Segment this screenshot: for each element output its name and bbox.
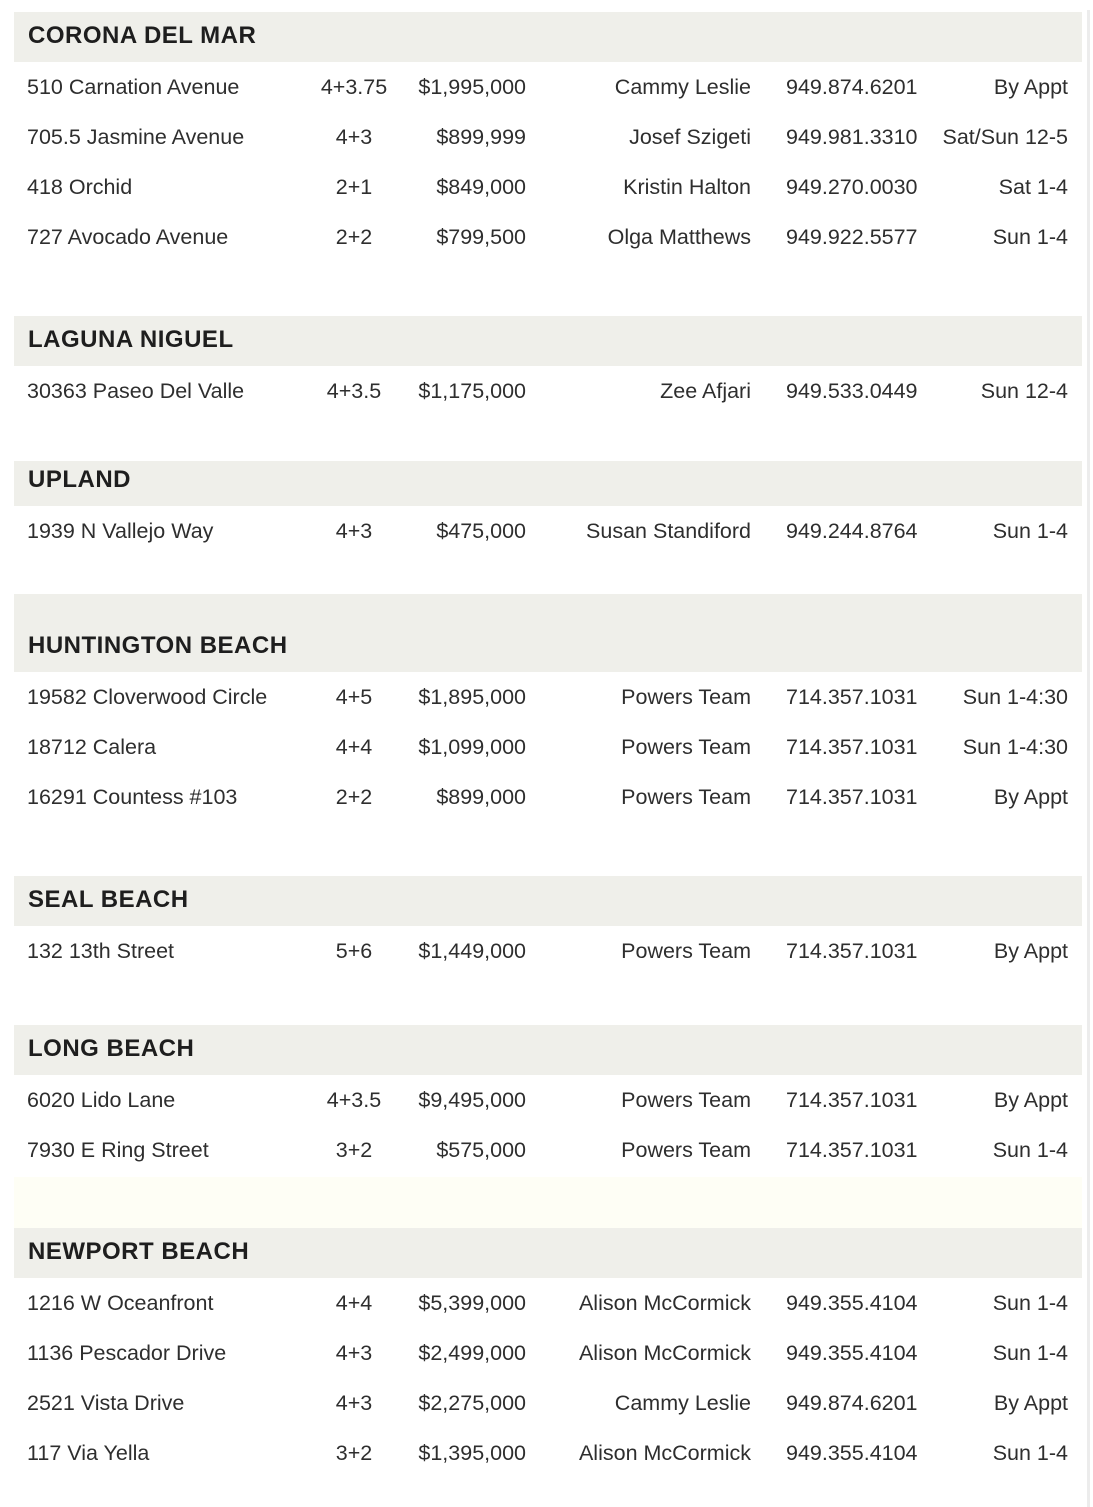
listing-hours: Sun 1-4 — [992, 1138, 1068, 1162]
listing-price: $1,995,000 — [418, 75, 526, 99]
listing-price: $1,395,000 — [418, 1441, 526, 1465]
listing-hours: Sun 1-4 — [992, 519, 1068, 543]
listing-price: $1,175,000 — [418, 379, 526, 403]
listing-beds-baths: 4+3.75 — [320, 75, 388, 99]
listing-address: 6020 Lido Lane — [27, 1088, 176, 1112]
listing-phone: 949.874.6201 — [786, 75, 918, 99]
city-heading: UPLAND — [28, 466, 131, 493]
listing-beds-baths: 5+6 — [335, 939, 373, 963]
listing-beds-baths: 3+2 — [335, 1441, 373, 1465]
section-spacer — [14, 1177, 1082, 1228]
listing-beds-baths: 4+3.5 — [326, 379, 382, 403]
listing-address: 132 13th Street — [27, 939, 175, 963]
listing-beds-baths: 3+2 — [335, 1138, 373, 1162]
listing-address: 7930 E Ring Street — [27, 1138, 209, 1162]
listing-row — [14, 162, 1082, 212]
listing-row — [14, 62, 1082, 112]
listing-beds-baths: 2+2 — [335, 785, 373, 809]
listing-row — [14, 722, 1082, 772]
listing-address: 2521 Vista Drive — [27, 1391, 185, 1415]
section-header-upland — [14, 461, 1082, 506]
listing-address: 705.5 Jasmine Avenue — [27, 125, 245, 149]
listing-hours: By Appt — [993, 75, 1068, 99]
listing-beds-baths: 4+3 — [335, 125, 373, 149]
listing-price: $9,495,000 — [418, 1088, 526, 1112]
listing-phone: 714.357.1031 — [786, 1138, 918, 1162]
listing-price: $799,500 — [436, 225, 526, 249]
city-heading: SEAL BEACH — [28, 886, 189, 913]
listing-beds-baths: 4+4 — [335, 1291, 373, 1315]
listing-hours: Sun 1-4 — [992, 1441, 1068, 1465]
listing-agent: Powers Team — [621, 1138, 751, 1162]
listing-row — [14, 212, 1082, 262]
listing-hours: Sun 1-4:30 — [962, 685, 1068, 709]
listing-phone: 949.533.0449 — [786, 379, 918, 403]
listing-price: $899,999 — [436, 125, 526, 149]
city-heading: LAGUNA NIGUEL — [28, 326, 234, 353]
listing-beds-baths: 4+3 — [335, 1341, 373, 1365]
listing-beds-baths: 2+1 — [335, 175, 373, 199]
listing-row — [14, 926, 1082, 976]
listing-hours: Sun 1-4 — [992, 225, 1068, 249]
listing-beds-baths: 4+3 — [335, 1391, 373, 1415]
listing-row — [14, 772, 1082, 822]
listing-hours: By Appt — [993, 1088, 1068, 1112]
listing-phone: 949.922.5577 — [786, 225, 918, 249]
listing-phone: 714.357.1031 — [786, 1088, 918, 1112]
listing-row — [14, 672, 1082, 722]
listing-price: $1,895,000 — [418, 685, 526, 709]
listing-address: 18712 Calera — [27, 735, 157, 759]
listing-phone: 949.874.6201 — [786, 1391, 918, 1415]
section-header-laguna-niguel — [14, 316, 1082, 366]
listing-agent: Powers Team — [621, 1088, 751, 1112]
listing-row — [14, 112, 1082, 162]
listing-agent: Olga Matthews — [607, 225, 751, 249]
listing-price: $1,099,000 — [418, 735, 526, 759]
listing-hours: Sun 1-4:30 — [962, 735, 1068, 759]
listing-phone: 949.981.3310 — [786, 125, 918, 149]
listing-row — [14, 366, 1082, 416]
listing-agent: Alison McCormick — [578, 1341, 751, 1365]
listing-row — [14, 506, 1082, 556]
listing-beds-baths: 4+4 — [335, 735, 373, 759]
listing-address: 117 Via Yella — [27, 1441, 150, 1465]
listing-price: $2,499,000 — [418, 1341, 526, 1365]
listing-price: $5,399,000 — [418, 1291, 526, 1315]
listing-price: $475,000 — [436, 519, 526, 543]
listing-row — [14, 1075, 1082, 1125]
listing-beds-baths: 4+3 — [335, 519, 373, 543]
right-edge-rule — [1087, 10, 1090, 1507]
city-heading: LONG BEACH — [28, 1035, 195, 1062]
listing-agent: Powers Team — [621, 939, 751, 963]
listing-phone: 949.270.0030 — [786, 175, 918, 199]
listing-phone: 949.355.4104 — [786, 1441, 918, 1465]
listing-agent: Powers Team — [621, 785, 751, 809]
listing-price: $2,275,000 — [418, 1391, 526, 1415]
listing-beds-baths: 2+2 — [335, 225, 373, 249]
listing-agent: Kristin Halton — [623, 175, 751, 199]
listing-phone: 949.355.4104 — [786, 1291, 918, 1315]
section-header-seal-beach — [14, 876, 1082, 926]
city-heading: NEWPORT BEACH — [28, 1238, 250, 1265]
listing-hours: Sat/Sun 12-5 — [942, 125, 1068, 149]
listing-address: 1136 Pescador Drive — [27, 1341, 227, 1365]
listing-hours: By Appt — [993, 785, 1068, 809]
listing-agent: Powers Team — [621, 685, 751, 709]
listing-address: 1216 W Oceanfront — [27, 1291, 214, 1315]
listing-hours: By Appt — [993, 939, 1068, 963]
listing-row — [14, 1428, 1082, 1478]
section-header-huntington-beach — [14, 594, 1082, 672]
listing-agent: Cammy Leslie — [614, 75, 751, 99]
listing-address: 30363 Paseo Del Valle — [27, 379, 245, 403]
listing-phone: 949.244.8764 — [786, 519, 918, 543]
listing-price: $849,000 — [436, 175, 526, 199]
listing-hours: Sun 12-4 — [980, 379, 1068, 403]
listing-hours: Sun 1-4 — [992, 1341, 1068, 1365]
listing-agent: Cammy Leslie — [614, 1391, 751, 1415]
listing-phone: 714.357.1031 — [786, 735, 918, 759]
listing-row — [14, 1328, 1082, 1378]
listing-price: $899,000 — [436, 785, 526, 809]
listing-row — [14, 1125, 1082, 1175]
listing-agent: Powers Team — [621, 735, 751, 759]
listing-beds-baths: 4+5 — [335, 685, 373, 709]
listing-phone: 714.357.1031 — [786, 785, 918, 809]
section-header-long-beach — [14, 1025, 1082, 1075]
listing-address: 727 Avocado Avenue — [27, 225, 229, 249]
listing-phone: 714.357.1031 — [786, 939, 918, 963]
listing-hours: By Appt — [993, 1391, 1068, 1415]
section-header-corona-del-mar — [14, 12, 1082, 62]
listing-address: 1939 N Vallejo Way — [27, 519, 214, 543]
listing-address: 418 Orchid — [27, 175, 133, 199]
listing-phone: 714.357.1031 — [786, 685, 918, 709]
city-heading: HUNTINGTON BEACH — [28, 632, 288, 659]
listing-address: 16291 Countess #103 — [27, 785, 238, 809]
listing-agent: Josef Szigeti — [629, 125, 751, 149]
listing-agent: Alison McCormick — [578, 1441, 751, 1465]
listing-hours: Sat 1-4 — [998, 175, 1068, 199]
listing-price: $575,000 — [436, 1138, 526, 1162]
listing-address: 510 Carnation Avenue — [27, 75, 240, 99]
listing-address: 19582 Cloverwood Circle — [27, 685, 268, 709]
section-header-newport-beach — [14, 1228, 1082, 1278]
listing-agent: Alison McCormick — [578, 1291, 751, 1315]
listing-row — [14, 1278, 1082, 1328]
city-heading: CORONA DEL MAR — [28, 22, 257, 49]
listing-beds-baths: 4+3.5 — [326, 1088, 382, 1112]
listing-row — [14, 1378, 1082, 1428]
listing-hours: Sun 1-4 — [992, 1291, 1068, 1315]
listing-price: $1,449,000 — [418, 939, 526, 963]
listing-agent: Zee Afjari — [660, 379, 751, 403]
listing-phone: 949.355.4104 — [786, 1341, 918, 1365]
listing-agent: Susan Standiford — [586, 519, 751, 543]
